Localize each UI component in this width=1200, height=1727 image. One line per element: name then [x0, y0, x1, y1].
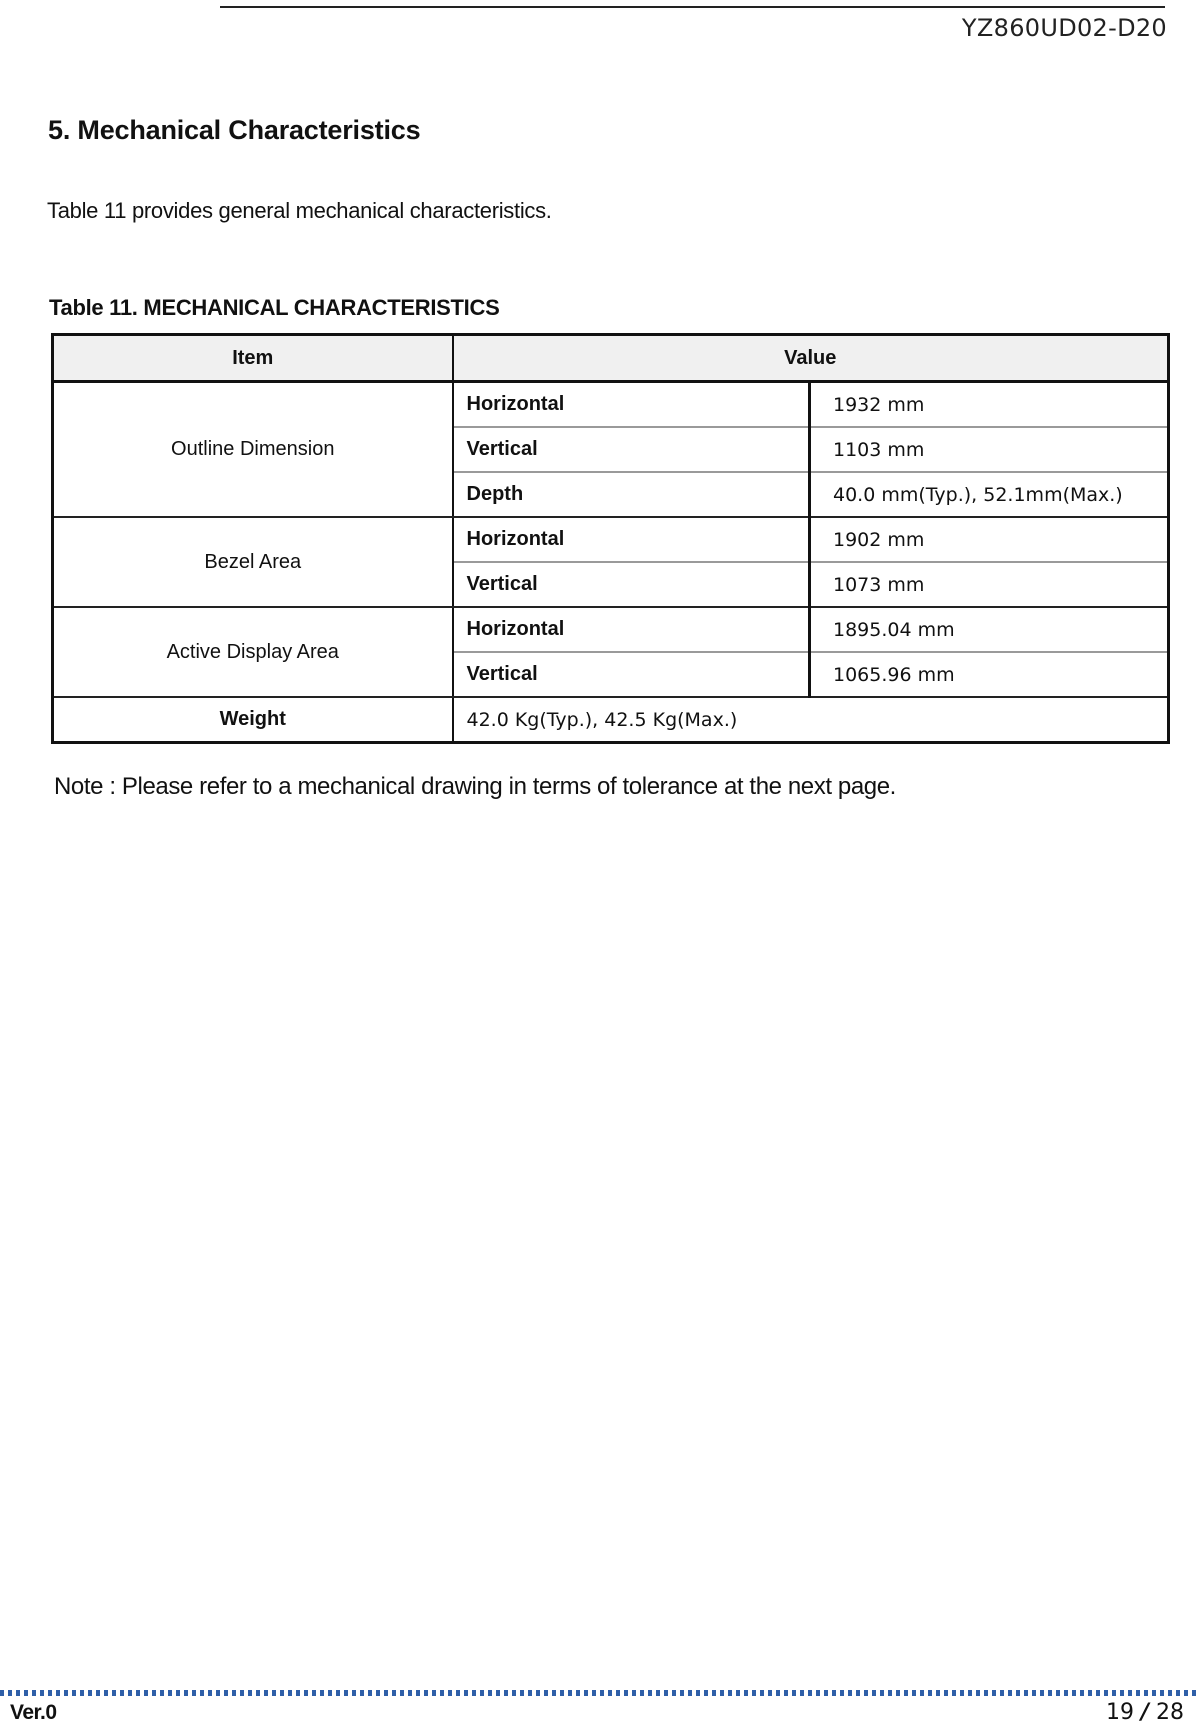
- value-cell: 1902 mm: [810, 517, 1169, 562]
- page-number: [1106, 1700, 1184, 1725]
- sub-label: Vertical: [453, 562, 810, 607]
- sub-label: Horizontal: [453, 607, 810, 652]
- table-row: [53, 607, 1169, 652]
- table-header-row: [53, 335, 1169, 382]
- document-id: YZ860UD02-D20: [961, 14, 1167, 42]
- version-label: Ver.0: [10, 1701, 57, 1724]
- header-rule: [220, 6, 1165, 8]
- item-weight: Weight: [53, 697, 453, 743]
- weight-value: 42.0 Kg(Typ.), 42.5 Kg(Max.): [466, 708, 738, 731]
- sub-label: Vertical: [453, 427, 810, 472]
- item-active-display-area: Active Display Area: [53, 607, 453, 697]
- sub-label: Vertical: [453, 652, 810, 697]
- value-cell: 40.0 mm(Typ.), 52.1mm(Max.): [810, 472, 1169, 517]
- header-item: Item: [53, 335, 453, 382]
- sub-label: Depth: [453, 472, 810, 517]
- table-row: [53, 697, 1169, 743]
- item-bezel-area: Bezel Area: [53, 517, 453, 607]
- mechanical-characteristics-table: [51, 333, 1170, 744]
- table-row: [53, 517, 1169, 562]
- value-cell: 1065.96 mm: [810, 652, 1169, 697]
- sub-label: Horizontal: [453, 517, 810, 562]
- intro-text: Table 11 provides general mechanical characteristics.: [47, 198, 552, 223]
- item-outline-dimension: Outline Dimension: [53, 382, 453, 518]
- page-separator: /: [1140, 1700, 1149, 1725]
- section-title: 5. Mechanical Characteristics: [48, 115, 421, 145]
- footer-dotted-rule: [0, 1690, 1200, 1696]
- page-total: 28: [1156, 1700, 1184, 1725]
- sub-label: Horizontal: [453, 382, 810, 428]
- table-note: Note : Please refer to a mechanical drawing in terms of tolerance at the next page.: [54, 773, 896, 800]
- table-caption: Table 11. MECHANICAL CHARACTERISTICS: [49, 295, 500, 320]
- value-cell: 1932 mm: [810, 382, 1169, 428]
- value-cell: 1895.04 mm: [810, 607, 1169, 652]
- value-cell: 1103 mm: [810, 427, 1169, 472]
- value-cell: 1073 mm: [810, 562, 1169, 607]
- header-value: Value: [453, 335, 1169, 382]
- table-row: [53, 382, 1169, 428]
- page-current: 19: [1105, 1700, 1134, 1725]
